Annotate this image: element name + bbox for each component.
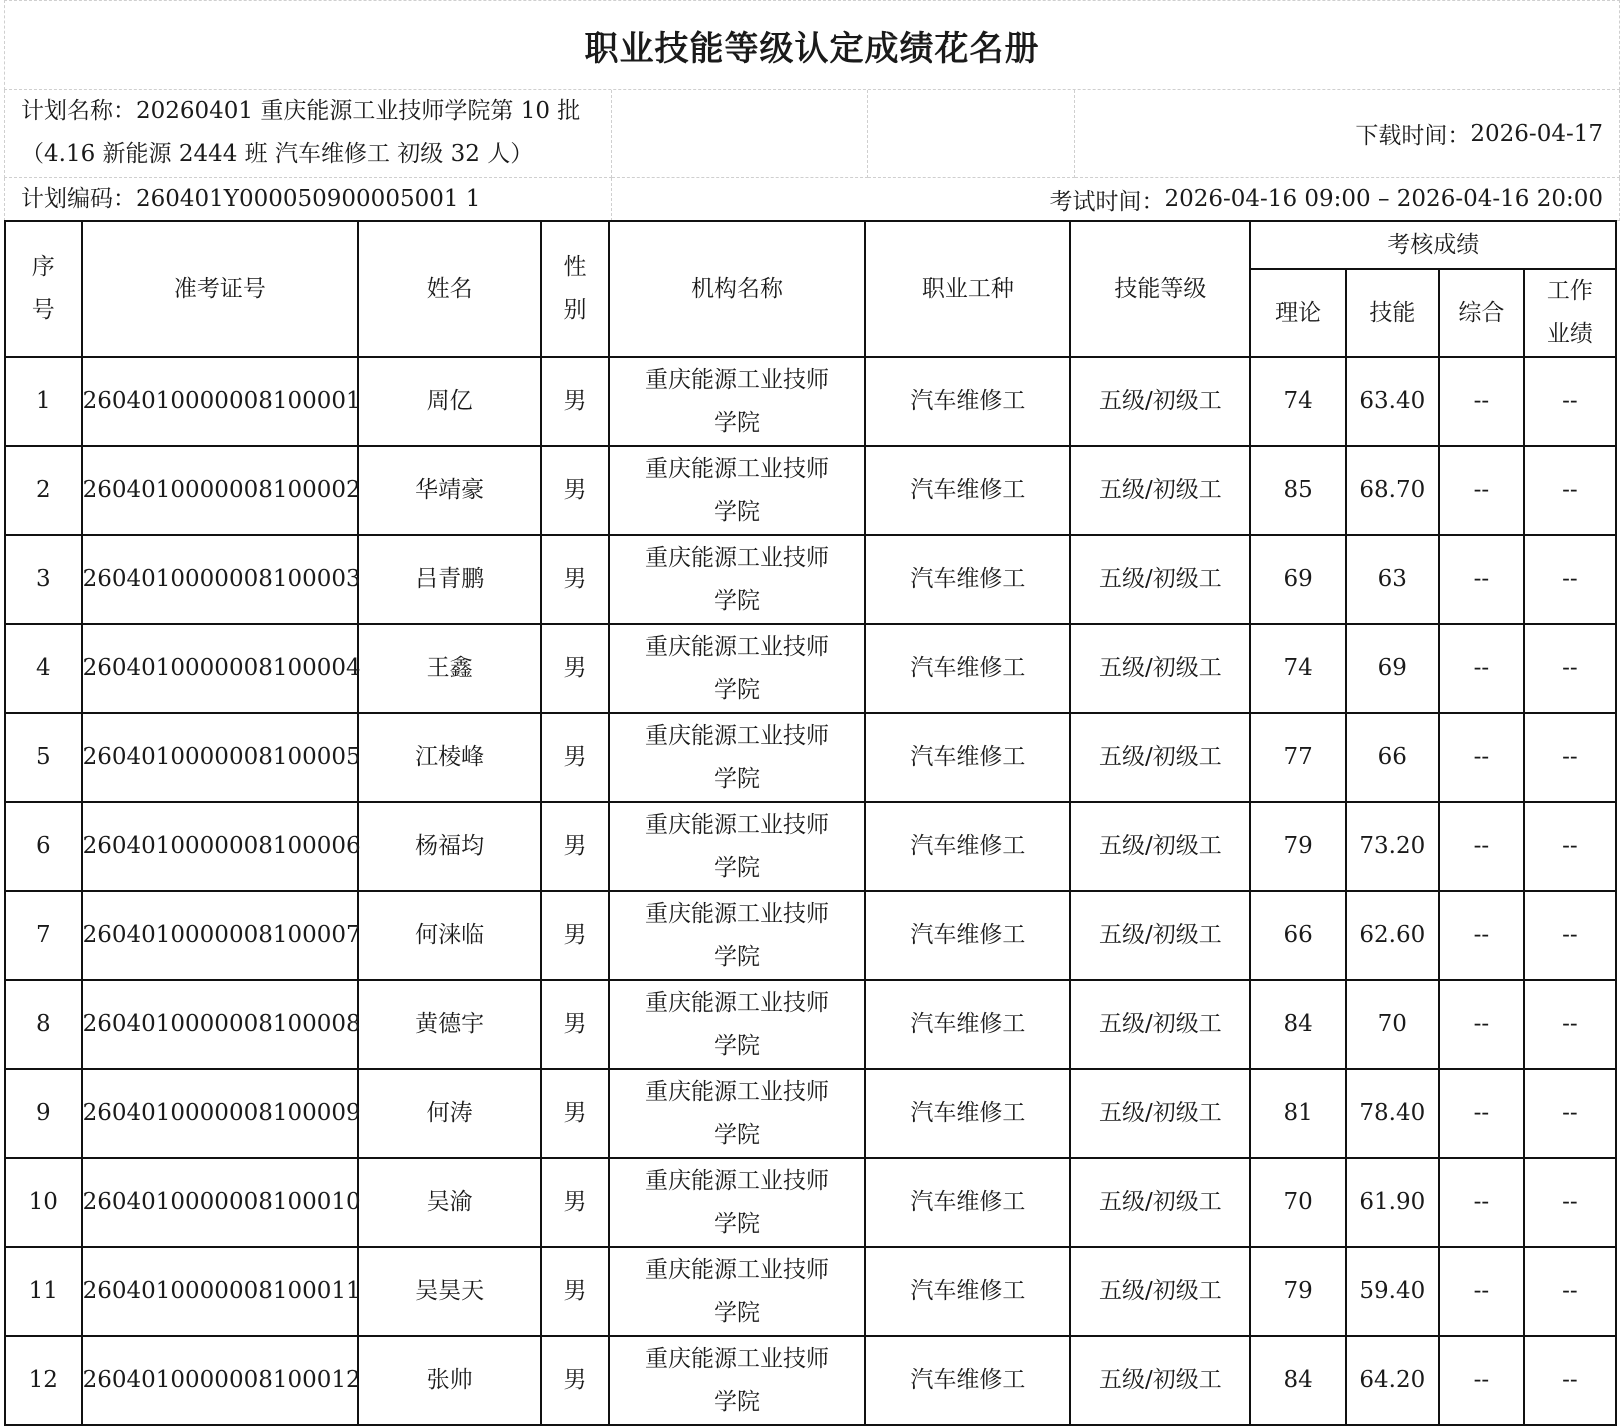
header-gender-line2: 别	[563, 297, 587, 323]
cell-org-line2: 学院	[713, 1121, 760, 1148]
table-row	[5, 1069, 1616, 1158]
cell-overall: --	[1439, 891, 1524, 980]
cell-occupation: 汽车维修工	[865, 1069, 1070, 1158]
cell-skill: 69	[1346, 624, 1439, 713]
cell-theory: 74	[1250, 357, 1345, 446]
cell-gender: 男	[541, 802, 608, 891]
cell-seq: 7	[5, 891, 82, 980]
header-theory: 理论	[1250, 269, 1345, 357]
cell-org-line1: 重庆能源工业技师	[644, 989, 829, 1016]
cell-org	[609, 1158, 866, 1247]
table-row	[5, 1247, 1616, 1336]
cell-name: 吕青鹏	[358, 535, 541, 624]
cell-level: 五级/初级工	[1070, 1247, 1250, 1336]
cell-level: 五级/初级工	[1070, 624, 1250, 713]
cell-work: --	[1524, 1069, 1616, 1158]
cell-work: --	[1524, 713, 1616, 802]
cell-gender: 男	[541, 1247, 608, 1336]
cell-org-line2: 学院	[713, 1299, 760, 1326]
cell-work: --	[1524, 624, 1616, 713]
cell-skill: 63	[1346, 535, 1439, 624]
cell-overall: --	[1439, 980, 1524, 1069]
exam-time-label: 考试时间：	[1049, 188, 1165, 215]
cell-occupation: 汽车维修工	[865, 1336, 1070, 1425]
cell-org-line1: 重庆能源工业技师	[644, 1167, 829, 1194]
cell-occupation: 汽车维修工	[865, 891, 1070, 980]
cell-work: --	[1524, 891, 1616, 980]
cell-skill: 68.70	[1346, 446, 1439, 535]
cell-org	[609, 802, 866, 891]
cell-org-line1: 重庆能源工业技师	[644, 900, 829, 927]
cell-name: 王鑫	[358, 624, 541, 713]
cell-name: 吴渝	[358, 1158, 541, 1247]
cell-occupation: 汽车维修工	[865, 1158, 1070, 1247]
cell-level: 五级/初级工	[1070, 980, 1250, 1069]
cell-org-line1: 重庆能源工业技师	[644, 633, 829, 660]
cell-overall: --	[1439, 713, 1524, 802]
cell-occupation: 汽车维修工	[865, 713, 1070, 802]
cell-level: 五级/初级工	[1070, 891, 1250, 980]
download-time-label: 下载时间：	[1355, 123, 1471, 149]
cell-theory: 84	[1250, 1336, 1345, 1425]
cell-level: 五级/初级工	[1070, 1158, 1250, 1247]
cell-level: 五级/初级工	[1070, 357, 1250, 446]
cell-overall: --	[1439, 446, 1524, 535]
cell-level: 五级/初级工	[1070, 802, 1250, 891]
cell-overall: --	[1439, 535, 1524, 624]
cell-skill: 66	[1346, 713, 1439, 802]
cell-gender: 男	[541, 357, 608, 446]
cell-ticket: 2604010000008100002	[82, 446, 358, 535]
header-seq-line1: 序	[31, 254, 55, 280]
cell-gender: 男	[541, 535, 608, 624]
cell-work: --	[1524, 980, 1616, 1069]
table-row	[5, 535, 1616, 624]
cell-overall: --	[1439, 1158, 1524, 1247]
cell-work: --	[1524, 1247, 1616, 1336]
cell-org-line1: 重庆能源工业技师	[644, 1256, 829, 1283]
cell-ticket: 2604010000008100001	[82, 357, 358, 446]
cell-gender: 男	[541, 624, 608, 713]
exam-time-value: 2026-04-16 09:00 – 2026-04-16 20:00	[1164, 186, 1603, 212]
header-work-line2: 业绩	[1546, 321, 1593, 347]
cell-name: 周亿	[358, 357, 541, 446]
table-row	[5, 802, 1616, 891]
cell-org	[609, 1069, 866, 1158]
cell-ticket: 2604010000008100006	[82, 802, 358, 891]
cell-ticket: 2604010000008100011	[82, 1247, 358, 1336]
table-row	[5, 1158, 1616, 1247]
cell-theory: 84	[1250, 980, 1345, 1069]
cell-org-line2: 学院	[713, 943, 760, 970]
cell-org-line2: 学院	[713, 676, 760, 703]
cell-gender: 男	[541, 713, 608, 802]
header-ticket: 准考证号	[82, 221, 358, 357]
cell-gender: 男	[541, 1069, 608, 1158]
cell-ticket: 2604010000008100003	[82, 535, 358, 624]
cell-gender: 男	[541, 891, 608, 980]
cell-level: 五级/初级工	[1070, 535, 1250, 624]
cell-org	[609, 1336, 866, 1425]
cell-seq: 1	[5, 357, 82, 446]
cell-occupation: 汽车维修工	[865, 624, 1070, 713]
cell-org	[609, 535, 866, 624]
plan-info	[4, 90, 1620, 220]
cell-ticket: 2604010000008100005	[82, 713, 358, 802]
cell-overall: --	[1439, 624, 1524, 713]
cell-occupation: 汽车维修工	[865, 357, 1070, 446]
page-title: 职业技能等级认定成绩花名册	[4, 0, 1620, 90]
cell-org	[609, 980, 866, 1069]
plan-code-value: 260401Y000050900005001 1	[136, 186, 481, 212]
cell-theory: 81	[1250, 1069, 1345, 1158]
cell-name: 华靖豪	[358, 446, 541, 535]
cell-occupation: 汽车维修工	[865, 980, 1070, 1069]
exam-time-cell	[612, 178, 1620, 221]
cell-skill: 59.40	[1346, 1247, 1439, 1336]
cell-seq: 12	[5, 1336, 82, 1425]
header-gender-line1: 性	[563, 254, 587, 280]
header-gender	[541, 221, 608, 357]
cell-org-line1: 重庆能源工业技师	[644, 544, 829, 571]
table-row	[5, 624, 1616, 713]
cell-level: 五级/初级工	[1070, 713, 1250, 802]
cell-org-line1: 重庆能源工业技师	[644, 722, 829, 749]
cell-skill: 62.60	[1346, 891, 1439, 980]
table-row	[5, 446, 1616, 535]
cell-org-line1: 重庆能源工业技师	[644, 811, 829, 838]
cell-org-line1: 重庆能源工业技师	[644, 366, 829, 393]
blank-cell	[868, 90, 1075, 178]
cell-org-line2: 学院	[713, 1210, 760, 1237]
header-seq	[5, 221, 82, 357]
cell-org	[609, 446, 866, 535]
cell-gender: 男	[541, 446, 608, 535]
cell-org	[609, 713, 866, 802]
roster-table	[4, 220, 1617, 1426]
header-name: 姓名	[358, 221, 541, 357]
cell-gender: 男	[541, 1158, 608, 1247]
cell-work: --	[1524, 357, 1616, 446]
cell-org	[609, 624, 866, 713]
download-time-cell	[1075, 90, 1620, 178]
plan-name-label: 计划名称：	[21, 98, 136, 124]
blank-cell	[612, 90, 868, 178]
cell-work: --	[1524, 1336, 1616, 1425]
cell-seq: 2	[5, 446, 82, 535]
cell-overall: --	[1439, 1247, 1524, 1336]
header-scores-group: 考核成绩	[1250, 221, 1616, 269]
cell-work: --	[1524, 535, 1616, 624]
header-seq-line2: 号	[31, 297, 55, 323]
cell-skill: 78.40	[1346, 1069, 1439, 1158]
cell-theory: 70	[1250, 1158, 1345, 1247]
cell-level: 五级/初级工	[1070, 446, 1250, 535]
cell-name: 黄德宇	[358, 980, 541, 1069]
cell-ticket: 2604010000008100008	[82, 980, 358, 1069]
cell-occupation: 汽车维修工	[865, 446, 1070, 535]
cell-occupation: 汽车维修工	[865, 1247, 1070, 1336]
cell-seq: 4	[5, 624, 82, 713]
cell-org-line1: 重庆能源工业技师	[644, 1345, 829, 1372]
cell-seq: 8	[5, 980, 82, 1069]
plan-name-cell	[4, 90, 612, 178]
header-work	[1524, 269, 1616, 357]
cell-work: --	[1524, 446, 1616, 535]
plan-name-line2: （4.16 新能源 2444 班 汽车维修工 初级 32 人）	[21, 141, 534, 167]
cell-skill: 64.20	[1346, 1336, 1439, 1425]
cell-org-line1: 重庆能源工业技师	[644, 455, 829, 482]
cell-ticket: 2604010000008100009	[82, 1069, 358, 1158]
cell-theory: 66	[1250, 891, 1345, 980]
plan-name-line1: 20260401 重庆能源工业技师学院第 10 批	[136, 98, 581, 124]
cell-name: 吴昊天	[358, 1247, 541, 1336]
header-level: 技能等级	[1070, 221, 1250, 357]
cell-gender: 男	[541, 1336, 608, 1425]
table-row	[5, 980, 1616, 1069]
cell-occupation: 汽车维修工	[865, 802, 1070, 891]
cell-seq: 3	[5, 535, 82, 624]
table-row	[5, 891, 1616, 980]
cell-skill: 61.90	[1346, 1158, 1439, 1247]
cell-ticket: 2604010000008100007	[82, 891, 358, 980]
header-row	[5, 221, 1616, 269]
cell-seq: 11	[5, 1247, 82, 1336]
cell-overall: --	[1439, 357, 1524, 446]
cell-theory: 69	[1250, 535, 1345, 624]
cell-overall: --	[1439, 1069, 1524, 1158]
roster-body	[5, 357, 1616, 1425]
cell-name: 何涞临	[358, 891, 541, 980]
cell-work: --	[1524, 1158, 1616, 1247]
header-overall: 综合	[1439, 269, 1524, 357]
cell-org-line2: 学院	[713, 1388, 760, 1415]
header-org: 机构名称	[609, 221, 866, 357]
cell-org-line2: 学院	[713, 498, 760, 525]
roster-sheet	[4, 0, 1620, 220]
cell-org	[609, 1247, 866, 1336]
cell-occupation: 汽车维修工	[865, 535, 1070, 624]
cell-work: --	[1524, 802, 1616, 891]
cell-name: 张帅	[358, 1336, 541, 1425]
cell-seq: 5	[5, 713, 82, 802]
cell-name: 杨福均	[358, 802, 541, 891]
cell-org-line2: 学院	[713, 854, 760, 881]
cell-org-line2: 学院	[713, 409, 760, 436]
cell-skill: 73.20	[1346, 802, 1439, 891]
cell-org-line2: 学院	[713, 765, 760, 792]
cell-theory: 79	[1250, 1247, 1345, 1336]
cell-theory: 74	[1250, 624, 1345, 713]
cell-level: 五级/初级工	[1070, 1336, 1250, 1425]
cell-org	[609, 357, 866, 446]
cell-theory: 77	[1250, 713, 1345, 802]
cell-skill: 70	[1346, 980, 1439, 1069]
cell-ticket: 2604010000008100012	[82, 1336, 358, 1425]
cell-gender: 男	[541, 980, 608, 1069]
cell-org-line2: 学院	[713, 1032, 760, 1059]
table-row	[5, 357, 1616, 446]
cell-org-line1: 重庆能源工业技师	[644, 1078, 829, 1105]
cell-org-line2: 学院	[713, 587, 760, 614]
cell-level: 五级/初级工	[1070, 1069, 1250, 1158]
header-occupation: 职业工种	[865, 221, 1070, 357]
table-row	[5, 713, 1616, 802]
cell-skill: 63.40	[1346, 357, 1439, 446]
cell-seq: 9	[5, 1069, 82, 1158]
plan-code-cell	[4, 178, 612, 221]
cell-seq: 6	[5, 802, 82, 891]
header-skill: 技能	[1346, 269, 1439, 357]
cell-overall: --	[1439, 1336, 1524, 1425]
cell-org	[609, 891, 866, 980]
cell-overall: --	[1439, 802, 1524, 891]
cell-name: 江棱峰	[358, 713, 541, 802]
cell-theory: 79	[1250, 802, 1345, 891]
download-time-value: 2026-04-17	[1470, 120, 1603, 147]
cell-name: 何涛	[358, 1069, 541, 1158]
cell-ticket: 2604010000008100010	[82, 1158, 358, 1247]
cell-seq: 10	[5, 1158, 82, 1247]
cell-theory: 85	[1250, 446, 1345, 535]
cell-ticket: 2604010000008100004	[82, 624, 358, 713]
header-work-line1: 工作	[1546, 278, 1593, 304]
table-row	[5, 1336, 1616, 1425]
plan-code-label: 计划编码：	[21, 186, 136, 212]
